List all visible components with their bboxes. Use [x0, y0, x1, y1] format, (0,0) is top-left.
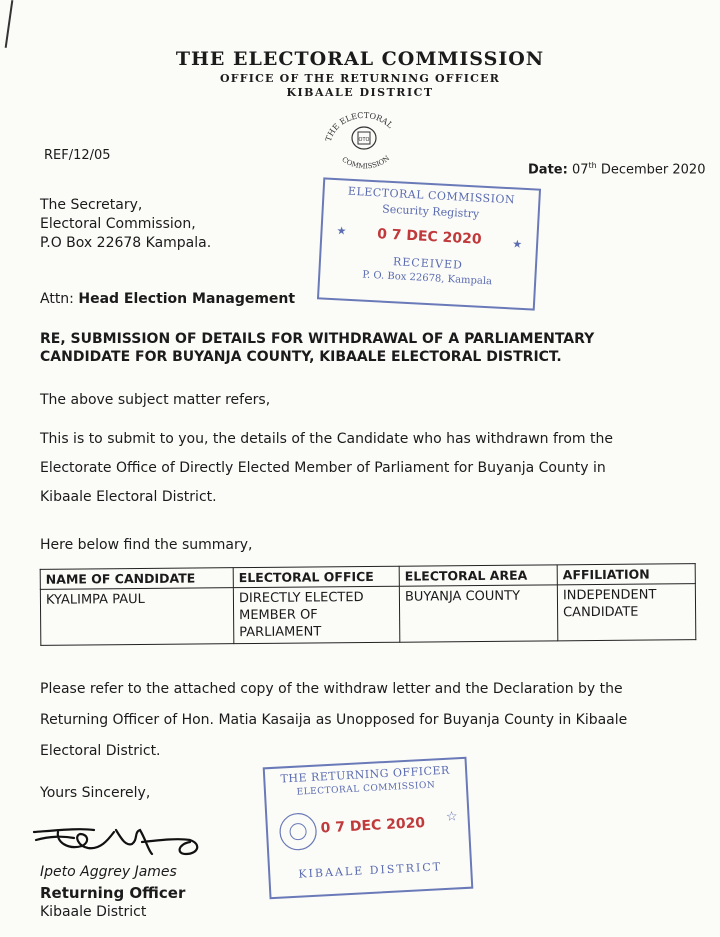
reference-number: REF/12/05	[44, 148, 111, 163]
star-icon: ★	[336, 224, 347, 238]
letterhead-district: KIBAALE DISTRICT	[286, 86, 434, 99]
svg-text:OTO: OTO	[358, 137, 370, 143]
registry-received-stamp	[317, 177, 541, 310]
column-header: ELECTORAL OFFICE	[233, 566, 399, 587]
addressee-line: Electoral Commission,	[40, 216, 196, 232]
table-cell: INDEPENDENT CANDIDATE	[557, 584, 695, 641]
submission-paragraph	[40, 425, 613, 512]
closing-salutation: Yours Sincerely,	[40, 785, 151, 801]
signatory-title: Returning Officer	[40, 884, 186, 902]
date-label: Date:	[528, 162, 568, 178]
table-row	[40, 584, 695, 646]
svg-text:COMMISSION: COMMISSION	[340, 154, 392, 171]
subject-line: CANDIDATE FOR BUYANJA COUNTY, KIBAALE ELECTORAL DISTRICT.	[40, 349, 562, 365]
summary-intro: Here below find the summary,	[40, 537, 253, 553]
paragraph-line: Electoral District.	[40, 743, 161, 759]
addressee-line: P.O Box 22678 Kampala.	[40, 235, 212, 251]
star-icon: ☆	[445, 809, 458, 825]
subject-line: RE, SUBMISSION OF DETAILS FOR WITHDRAWAL OF A PARLIAMENTARY	[40, 331, 595, 347]
column-header: AFFILIATION	[557, 564, 695, 585]
date-day: 07	[571, 162, 589, 178]
paragraph-line: Returning Officer of Hon. Matia Kasaija as Unopposed for Buyanja County in Kibaale	[40, 712, 628, 728]
stamp-line: THE RETURNING OFFICER	[280, 763, 451, 786]
stamp-line: Security Registry	[381, 202, 480, 221]
stamp-line: KIBAALE DISTRICT	[298, 860, 443, 881]
stamp-line: ELECTORAL COMMISSION	[296, 780, 436, 798]
returning-officer-stamp	[263, 757, 474, 899]
paragraph-line: This is to submit to you, the details of the Candidate who has withdrawn from the	[40, 431, 613, 447]
letterhead-office: OFFICE OF THE RETURNING OFFICER	[219, 72, 501, 85]
attention-label: Attn:	[40, 291, 79, 307]
stamp-line: ELECTORAL COMMISSION	[347, 184, 516, 207]
date-month-year: December 2020	[596, 162, 706, 178]
paragraph-line: Kibaale Electoral District.	[40, 489, 217, 505]
stamp-line: P. O. Box 22678, Kampala	[362, 269, 493, 288]
handwritten-signature	[30, 810, 220, 862]
paragraph-line: Please refer to the attached copy of the withdraw letter and the Declaration by the	[40, 681, 623, 697]
attention-line	[40, 291, 295, 307]
addressee-line: The Secretary,	[40, 197, 143, 213]
stamp-date: 0 7 DEC 2020	[320, 815, 426, 837]
paragraph-line: Electorate Office of Directly Elected Member of Parliament for Buyanja County in	[40, 460, 606, 476]
reference-paragraph	[40, 674, 627, 767]
stamp-date: 0 7 DEC 2020	[376, 226, 482, 248]
column-header: NAME OF CANDIDATE	[40, 568, 233, 590]
signatory-district: Kibaale District	[40, 904, 147, 920]
attention-value: Head Election Management	[78, 291, 296, 307]
subject-heading	[40, 330, 594, 366]
table-cell: BUYANJA COUNTY	[399, 585, 557, 642]
table-cell: DIRECTLY ELECTED MEMBER OF PARLIAMENT	[233, 586, 399, 643]
addressee-block	[40, 196, 211, 253]
page-edge-mark	[5, 0, 14, 48]
column-header: ELECTORAL AREA	[399, 565, 557, 586]
signatory-name: Ipeto Aggrey James	[40, 864, 177, 880]
table-cell: KYALIMPA PAUL	[40, 588, 233, 646]
letter-date	[528, 161, 705, 177]
star-icon: ★	[511, 237, 523, 251]
intro-paragraph: The above subject matter refers,	[40, 392, 271, 408]
letterhead-organization: THE ELECTORAL COMMISSION	[175, 48, 545, 70]
candidate-summary-table	[40, 563, 697, 646]
date-suffix: th	[588, 161, 597, 170]
commission-seal-logo	[316, 108, 412, 172]
stamp-line: RECEIVED	[392, 255, 464, 272]
svg-text:THE ELECTORAL: THE ELECTORAL	[323, 110, 395, 143]
